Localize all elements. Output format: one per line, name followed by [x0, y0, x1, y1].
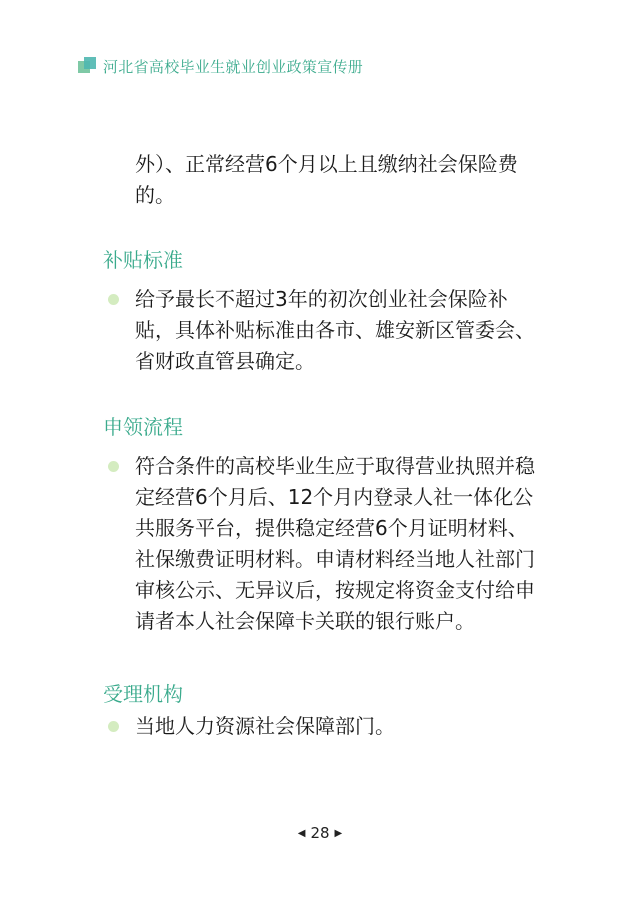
header-title: 河北省高校毕业生就业创业政策宣传册 [103, 57, 364, 76]
section-title-application-process: 申领流程 [103, 415, 183, 439]
triangle-right-icon: ▶ [334, 827, 343, 839]
text-line: 贴，具体补贴标准由各市、雄安新区管委会、 [135, 318, 535, 342]
text-line: 请者本人社会保障卡关联的银行账户。 [135, 609, 475, 633]
document-header [78, 56, 363, 76]
page-number: 28 [310, 824, 330, 842]
text-line: 给予最长不超过3年的初次创业社会保险补 [135, 287, 508, 311]
bullet-dot-icon [108, 461, 119, 472]
section-title-accepting-agency: 受理机构 [103, 682, 183, 706]
section-title-subsidy-standard: 补贴标准 [103, 248, 183, 272]
text-line: 省财政直管县确定。 [135, 349, 315, 373]
text-line: 外）、正常经营6个月以上且缴纳社会保险费 [135, 152, 518, 176]
text-line: 定经营6个月后、12个月内登录人社一体化公 [135, 485, 534, 509]
continuation-paragraph [135, 149, 575, 211]
bullet-dot-icon [108, 721, 119, 732]
text-line: 共服务平台，提供稳定经营6个月证明材料、 [135, 516, 528, 540]
application-process-paragraph [135, 451, 575, 637]
brand-logo-icon [78, 57, 98, 75]
text-line: 当地人力资源社会保障部门。 [135, 714, 395, 738]
accepting-agency-paragraph [135, 711, 575, 742]
text-line: 审核公示、无异议后，按规定将资金支付给申 [135, 578, 535, 602]
bullet-dot-icon [108, 294, 119, 305]
text-line: 符合条件的高校毕业生应于取得营业执照并稳 [135, 454, 535, 478]
page-footer [0, 824, 640, 842]
text-line: 的。 [135, 183, 175, 207]
triangle-left-icon: ◀ [297, 827, 306, 839]
subsidy-standard-paragraph [135, 284, 575, 377]
text-line: 社保缴费证明材料。申请材料经当地人社部门 [135, 547, 535, 571]
